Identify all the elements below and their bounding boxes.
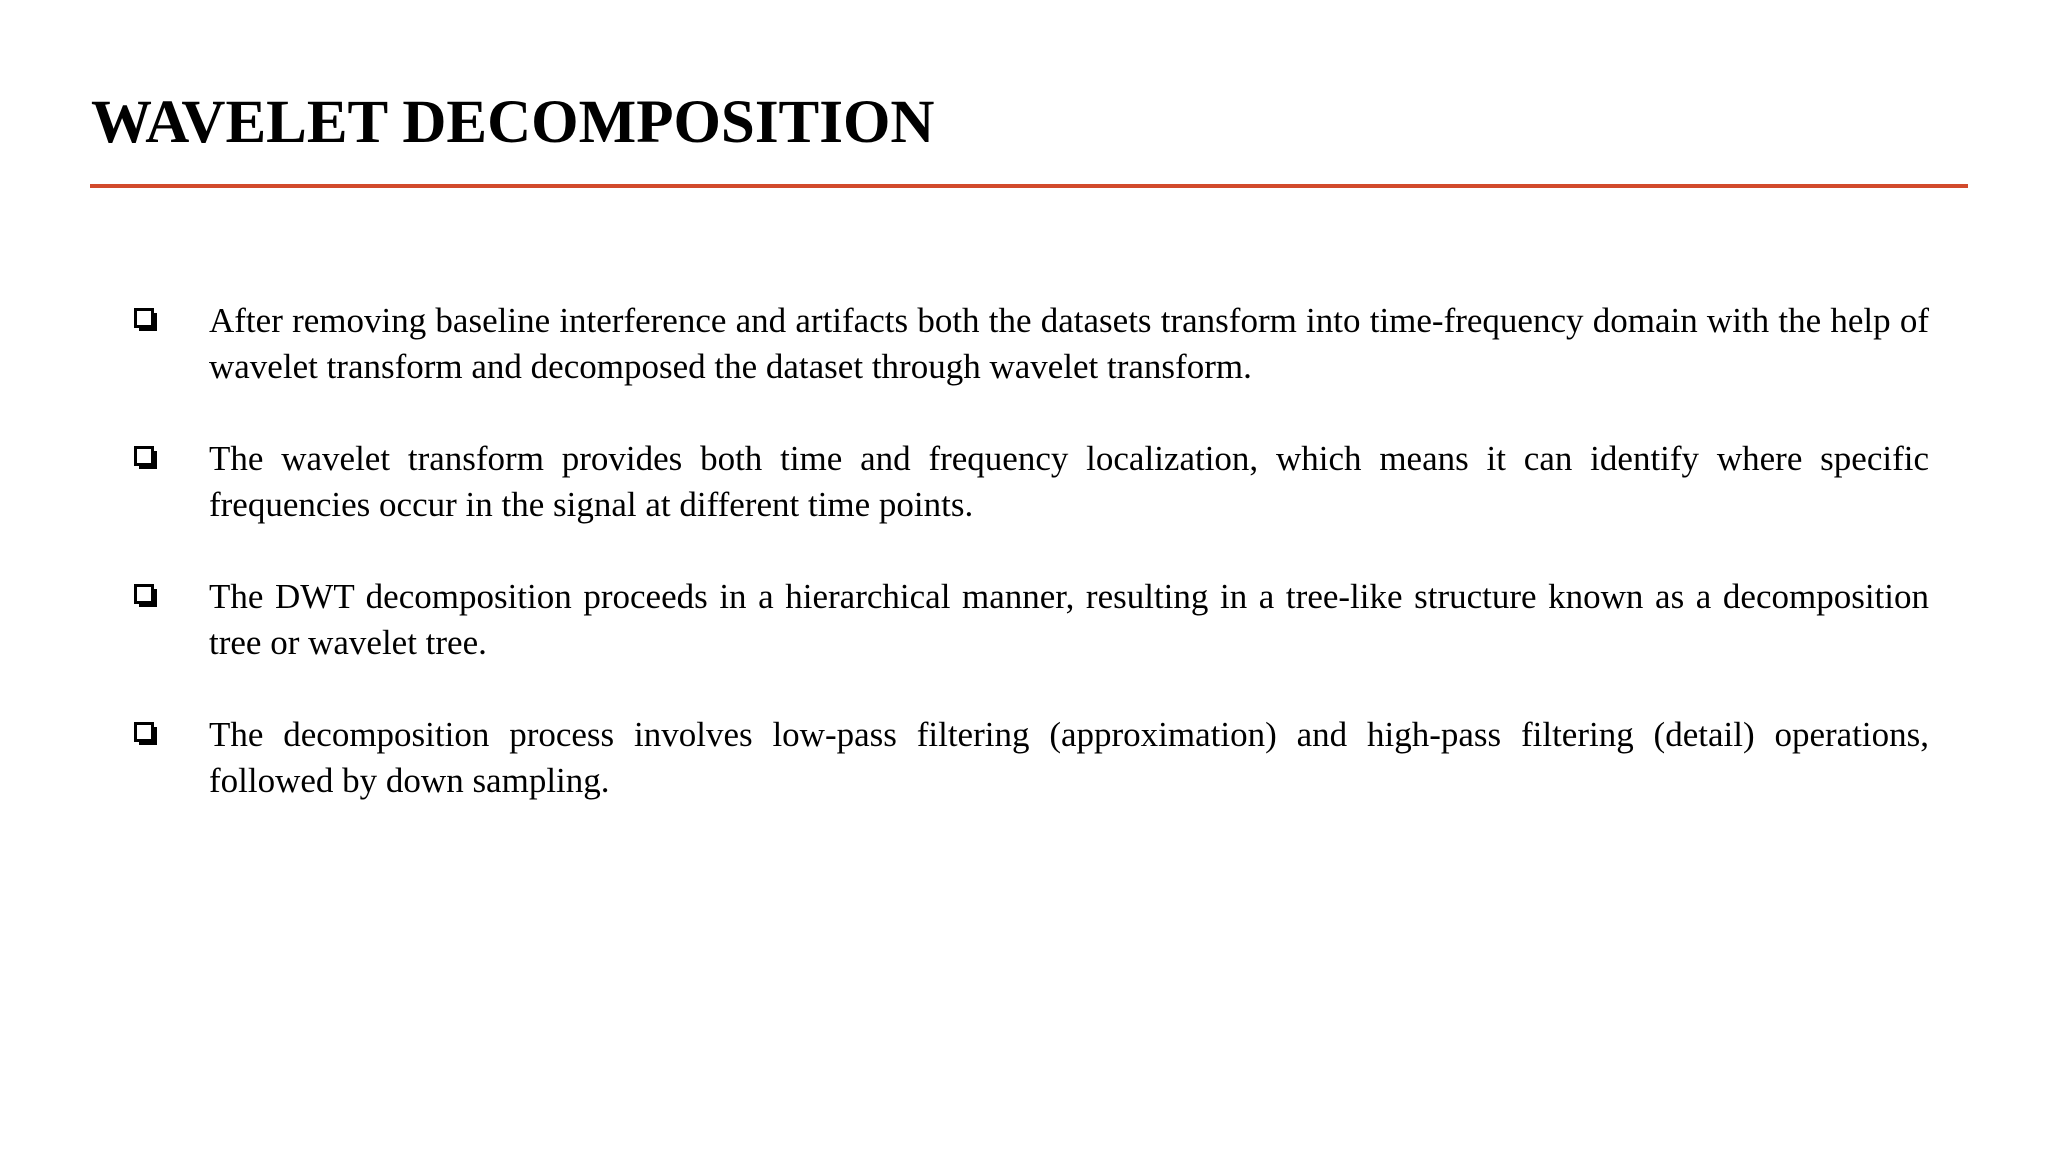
slide-title: WAVELET DECOMPOSITION [91,89,935,156]
bullet-item [132,436,1929,528]
bullet-text: After removing baseline interference and artifacts both the datasets transform into time-frequency domain with the help of wavelet transform and decomposed the dataset through wavelet transform. [209,301,1929,386]
bullet-text: The wavelet transform provides both time and frequency localization, which means it can identify where specific frequencies occur in the signal at different time points. [209,439,1929,524]
square-box-bullet-icon [134,446,158,470]
square-box-bullet-icon [134,584,158,608]
title-divider [90,184,1968,188]
bullet-item [132,574,1929,666]
bullet-list [132,298,1929,850]
bullet-text: The decomposition process involves low-pass filtering (approximation) and high-pass filtering (detail) operations, followed by down sampling. [209,715,1929,800]
bullet-item [132,712,1929,804]
bullet-text: The DWT decomposition proceeds in a hierarchical manner, resulting in a tree-like structure known as a decomposition tree or wavelet tree. [209,577,1929,662]
square-box-bullet-icon [134,722,158,746]
bullet-item [132,298,1929,390]
square-box-bullet-icon [134,308,158,332]
